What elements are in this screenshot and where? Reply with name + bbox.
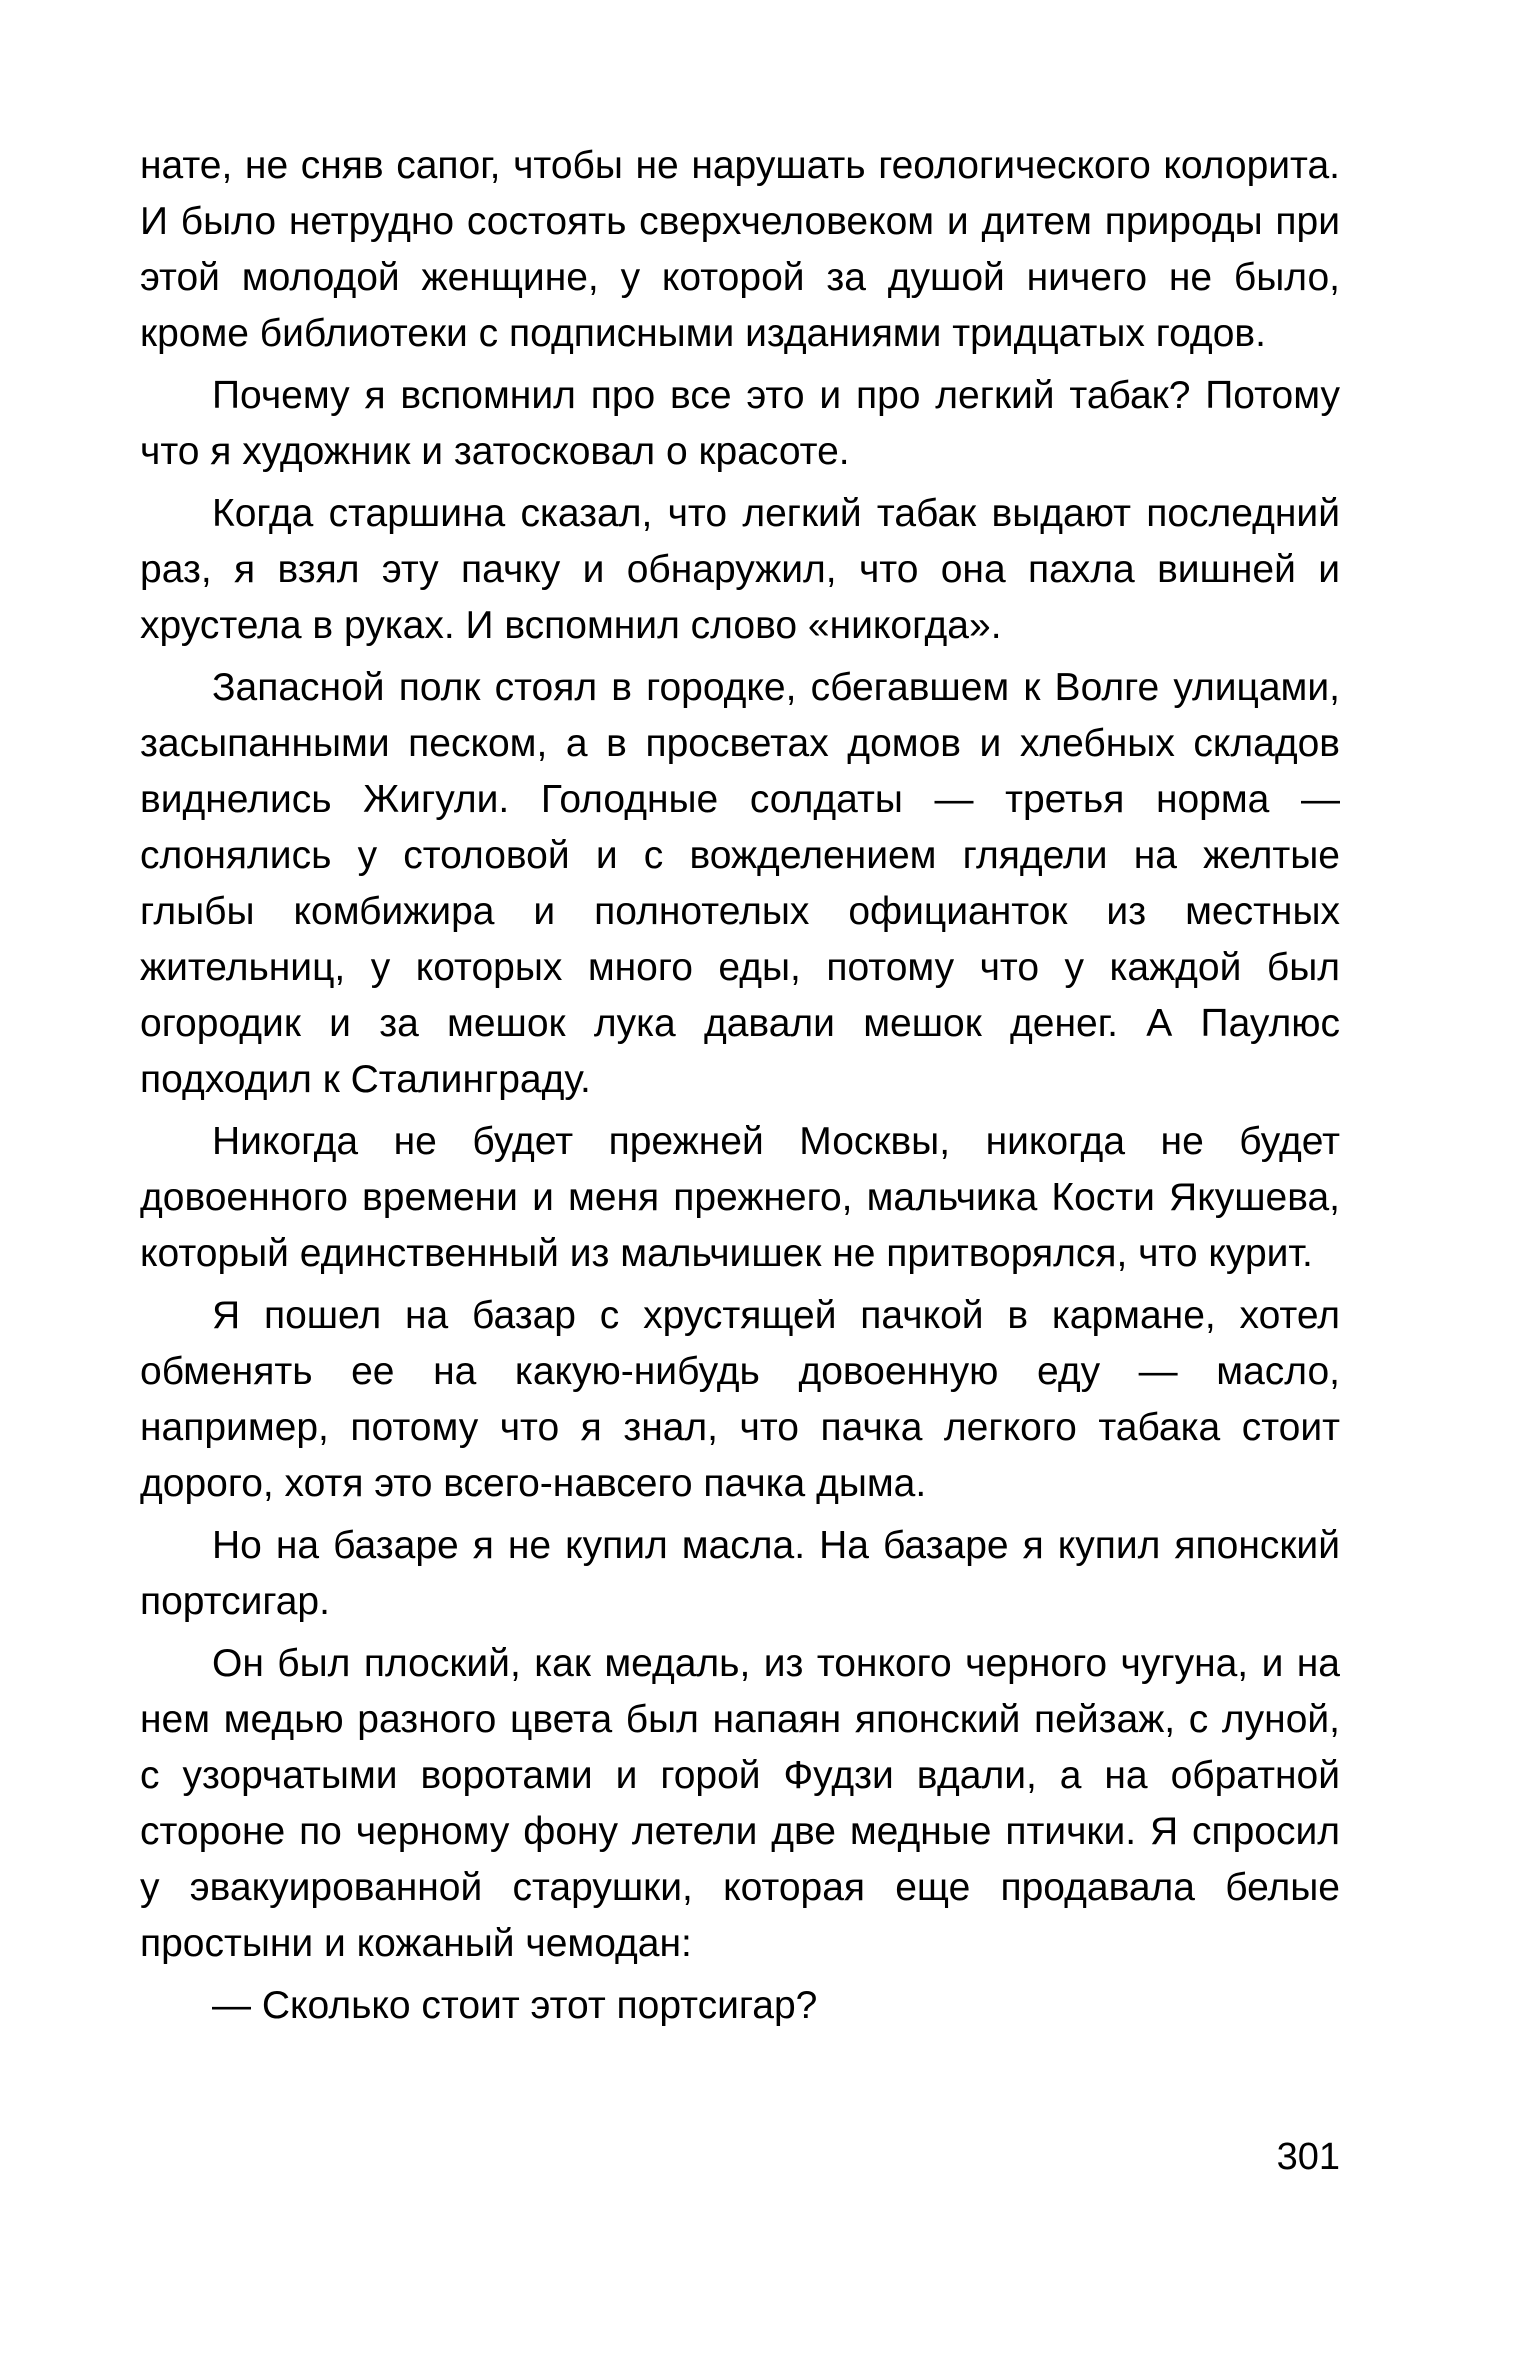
page-number: 301: [1276, 2136, 1340, 2178]
paragraph: Запасной полк стоял в городке, сбегавшем к Волге улицами, засыпанными песком, а в просветах домов и хлебных складов виднелись Жигули. Голодные солдаты — третья норма — слонялись у столовой и с вожделением глядели на желтые глыбы комбижира и полнотелых официанток из местных жительниц, у которых много еды, потому что у каждой был огородик и за мешок лука давали мешок денег. А Паулюс подходил к Сталинграду.: [140, 666, 1340, 1101]
paragraph-continued: нате, не сняв сапог, чтобы не нарушать геологического колорита. И было нетрудно состоять сверхчеловеком и дитем природы при этой молодой женщине, у которой за душой ничего не было, кроме библиотеки с подписными изданиями тридцатых годов.: [140, 144, 1340, 355]
dialogue-line: — Сколько стоит этот портсигар?: [212, 1984, 818, 2027]
paragraph: Я пошел на базар с хрустящей пачкой в кармане, хотел обменять ее на какую-нибудь довоенную еду — масло, например, потому что я знал, что пачка легкого табака стоит дорого, хотя это всего-навсего пачка дыма.: [140, 1294, 1340, 1505]
paragraph: Почему я вспомнил про все это и про легкий табак? Потому что я художник и затосковал о красоте.: [140, 374, 1340, 473]
paragraph: Когда старшина сказал, что легкий табак выдают последний раз, я взял эту пачку и обнаружил, что она пахла вишней и хрустела в руках. И вспомнил слово «никогда».: [140, 492, 1340, 647]
page-body: [140, 138, 1340, 2034]
paragraph: Никогда не будет прежней Москвы, никогда не будет довоенного времени и меня прежнего, мальчика Кости Якушева, который единственный из мальчишек не притворялся, что курит.: [140, 1120, 1340, 1275]
paragraph: Но на базаре я не купил масла. На базаре я купил японский портсигар.: [140, 1524, 1340, 1623]
paragraph: Он был плоский, как медаль, из тонкого черного чугуна, и на нем медью разного цвета был напаян японский пейзаж, с луной, с узорчатыми воротами и горой Фудзи вдали, а на обратной стороне по черному фону летели две медные птички. Я спросил у эвакуированной старушки, которая еще продавала белые простыни и кожаный чемодан:: [140, 1642, 1340, 1965]
